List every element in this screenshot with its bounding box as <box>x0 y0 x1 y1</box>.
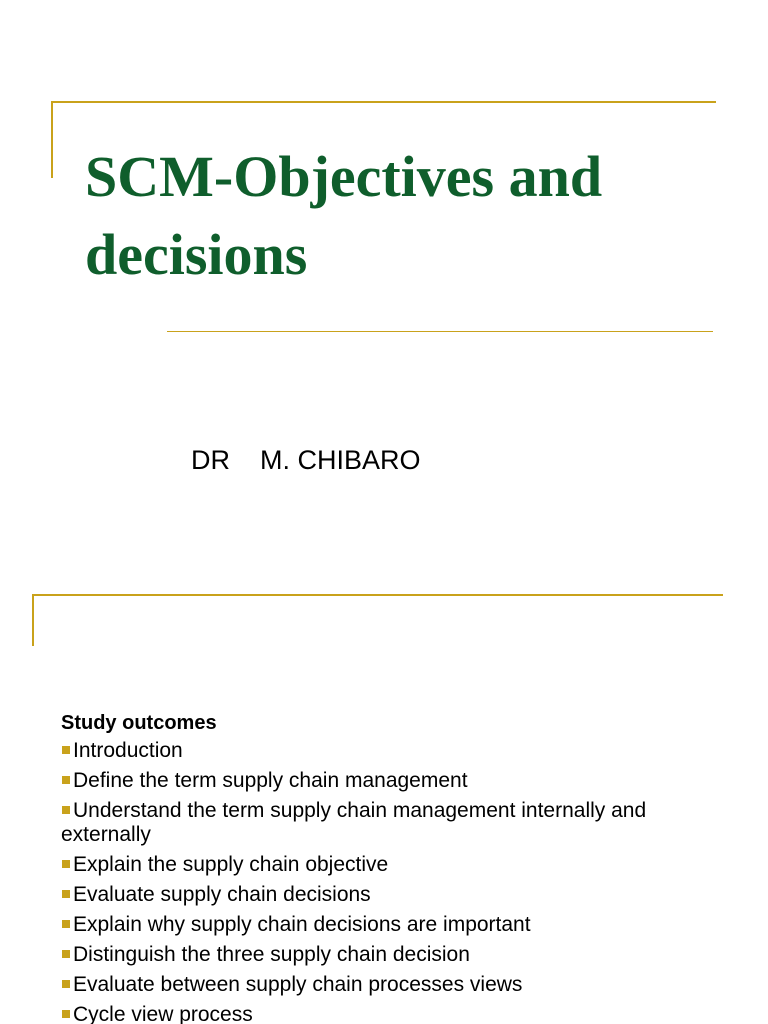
list-item-text: Distinguish the three supply chain decision <box>73 943 470 966</box>
square-bullet-icon <box>62 890 70 898</box>
list-item-text: Introduction <box>73 739 183 762</box>
square-bullet-icon <box>62 920 70 928</box>
list-item-text: Explain the supply chain objective <box>73 853 389 876</box>
outcomes-slide-top-rule <box>32 594 723 596</box>
square-bullet-icon <box>62 746 70 754</box>
outcomes-body <box>61 710 711 1024</box>
title-underline-rule <box>167 331 713 332</box>
list-item <box>61 1003 711 1024</box>
list-item-text: Cycle view process <box>73 1003 253 1024</box>
list-item-text: Understand the term supply chain management internally and externally <box>61 799 647 846</box>
title-slide-left-rule <box>51 101 53 178</box>
slide-title: SCM-Objectives and decisions <box>85 144 603 287</box>
list-item-text: Explain why supply chain decisions are important <box>73 913 531 936</box>
list-item <box>61 739 711 763</box>
list-item <box>61 769 711 793</box>
title-slide-top-rule <box>51 101 716 103</box>
square-bullet-icon <box>62 950 70 958</box>
outcomes-heading: Study outcomes <box>61 712 217 734</box>
outcomes-slide-left-rule <box>32 594 34 646</box>
list-item <box>61 973 711 997</box>
list-item <box>61 913 711 937</box>
list-item <box>61 883 711 907</box>
square-bullet-icon <box>62 806 70 814</box>
list-item <box>61 943 711 967</box>
list-item-text: Define the term supply chain management <box>73 769 468 792</box>
square-bullet-icon <box>62 1010 70 1018</box>
author-name: DR M. CHIBARO <box>191 445 421 475</box>
list-item <box>61 799 711 847</box>
list-item-text: Evaluate between supply chain processes views <box>73 973 523 996</box>
list-item-text: Evaluate supply chain decisions <box>73 883 371 906</box>
list-item <box>61 853 711 877</box>
square-bullet-icon <box>62 776 70 784</box>
square-bullet-icon <box>62 860 70 868</box>
square-bullet-icon <box>62 980 70 988</box>
outcomes-list <box>61 739 711 1024</box>
